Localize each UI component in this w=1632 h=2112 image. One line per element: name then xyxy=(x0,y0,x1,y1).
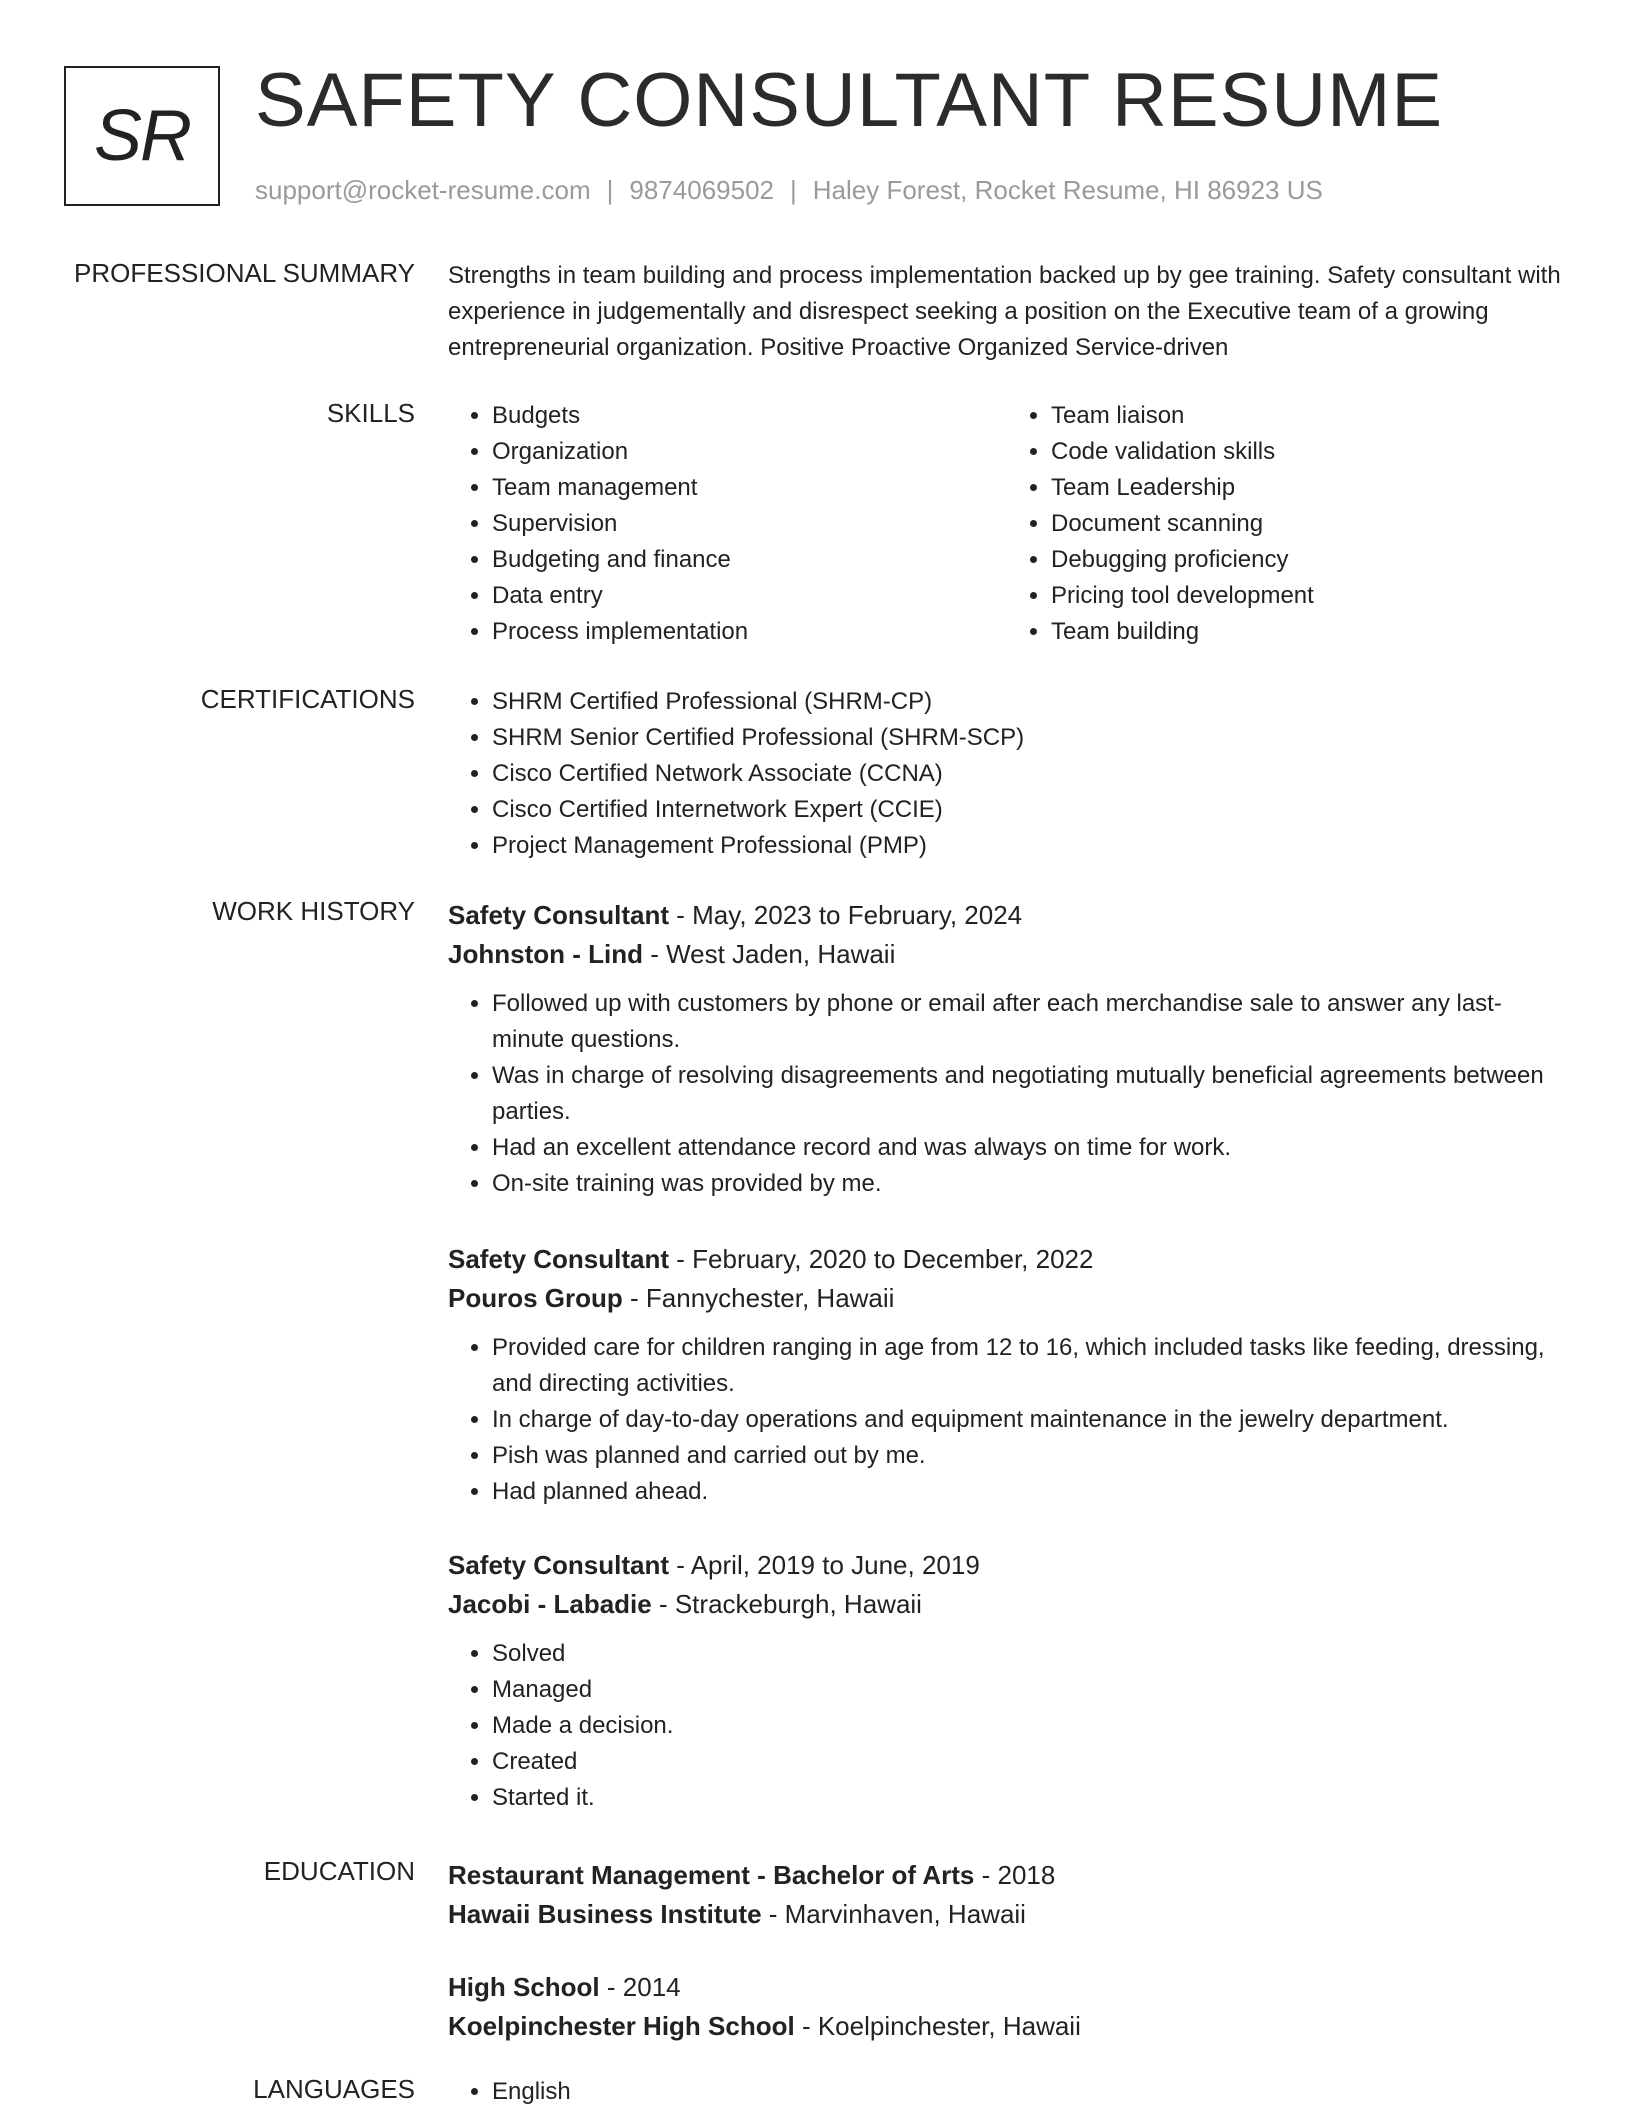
job-company: Jacobi - Labadie xyxy=(448,1589,652,1619)
list-item: • On-site training was provided by me. xyxy=(492,1166,1566,1202)
job-bullets xyxy=(448,1330,1566,1510)
contact-line xyxy=(255,175,1323,206)
education-year: - 2014 xyxy=(599,1972,681,2002)
education-year: - 2018 xyxy=(974,1860,1056,1890)
job-bullets xyxy=(448,1636,1566,1816)
list-item: • Budgeting and finance xyxy=(492,542,1007,578)
list-item: • Was in charge of resolving disagreements and negotiating mutually beneficial agreements between parties. xyxy=(492,1058,1566,1130)
job-company: Johnston - Lind xyxy=(448,939,643,969)
education-entry xyxy=(448,1856,1566,1934)
summary-label: PROFESSIONAL SUMMARY xyxy=(74,258,415,288)
job-company: Pouros Group xyxy=(448,1283,623,1313)
education-location: - Marvinhaven, Hawaii xyxy=(761,1899,1026,1929)
list-item: • Provided care for children ranging in age from 12 to 16, which included tasks like feeding, dressing, and directing activities. xyxy=(492,1330,1566,1402)
list-item: • Team Leadership xyxy=(1051,470,1566,506)
contact-phone: 9874069502 xyxy=(629,175,774,205)
list-item: • SHRM Senior Certified Professional (SHRM-SCP) xyxy=(492,720,1566,756)
list-item: • Managed xyxy=(492,1672,1566,1708)
education-degree: High School xyxy=(448,1972,600,2002)
list-item: • Debugging proficiency xyxy=(1051,542,1566,578)
education-location: - Koelpinchester, Hawaii xyxy=(794,2011,1081,2041)
job-title: Safety Consultant xyxy=(448,1550,670,1580)
education-school: Hawaii Business Institute xyxy=(448,1899,762,1929)
contact-email: support@rocket-resume.com xyxy=(255,175,591,205)
list-item: • In charge of day-to-day operations and equipment maintenance in the jewelry department. xyxy=(492,1402,1566,1438)
job-location: - Strackeburgh, Hawaii xyxy=(651,1589,922,1619)
list-item: • Organization xyxy=(492,434,1007,470)
job-title: Safety Consultant xyxy=(448,1244,670,1274)
job-dates: - April, 2019 to June, 2019 xyxy=(669,1550,980,1580)
monogram-badge xyxy=(64,66,220,206)
list-item: • Process implementation xyxy=(492,614,1007,650)
contact-separator: | xyxy=(790,175,797,205)
languages-list xyxy=(448,2074,1566,2110)
list-item: • Cisco Certified Network Associate (CCNA) xyxy=(492,756,1566,792)
summary-text: Strengths in team building and process implementation backed up by gee training. Safety consultant with experience in judgementally and disrespect seeking a position on the Executive team of a growing entrepreneurial organization. Positive Proactive Organized Service-driven xyxy=(448,262,1561,361)
list-item: • Team management xyxy=(492,470,1007,506)
list-item: • Started it. xyxy=(492,1780,1566,1816)
list-item: • Project Management Professional (PMP) xyxy=(492,828,1566,864)
certifications-list xyxy=(448,684,1566,864)
list-item: • Cisco Certified Internetwork Expert (CCIE) xyxy=(492,792,1566,828)
list-item: • Had an excellent attendance record and was always on time for work. xyxy=(492,1130,1566,1166)
skills-list-right xyxy=(1007,398,1566,650)
job-bullets xyxy=(448,986,1566,1202)
list-item: • Budgets xyxy=(492,398,1007,434)
skills-label: SKILLS xyxy=(326,398,415,428)
education-degree: Restaurant Management - Bachelor of Arts xyxy=(448,1860,975,1890)
list-item: • Team liaison xyxy=(1051,398,1566,434)
list-item: • Solved xyxy=(492,1636,1566,1672)
list-item: • Document scanning xyxy=(1051,506,1566,542)
list-item: • Pricing tool development xyxy=(1051,578,1566,614)
list-item: • Data entry xyxy=(492,578,1007,614)
job-dates: - May, 2023 to February, 2024 xyxy=(669,900,1023,930)
list-item: • Made a decision. xyxy=(492,1708,1566,1744)
list-item: • English xyxy=(492,2074,1566,2110)
list-item: • Supervision xyxy=(492,506,1007,542)
list-item: • Pish was planned and carried out by me. xyxy=(492,1438,1566,1474)
work-history-label: WORK HISTORY xyxy=(212,896,415,926)
job-dates: - February, 2020 to December, 2022 xyxy=(669,1244,1094,1274)
contact-address: Haley Forest, Rocket Resume, HI 86923 US xyxy=(812,175,1323,205)
languages-label: LANGUAGES xyxy=(253,2074,415,2104)
list-item: • SHRM Certified Professional (SHRM-CP) xyxy=(492,684,1566,720)
list-item: • Had planned ahead. xyxy=(492,1474,1566,1510)
page-title: SAFETY CONSULTANT RESUME xyxy=(255,58,1444,143)
job-location: - Fannychester, Hawaii xyxy=(622,1283,895,1313)
job-entry xyxy=(448,1240,1566,1510)
contact-separator: | xyxy=(606,175,614,205)
list-item: • Code validation skills xyxy=(1051,434,1566,470)
monogram-initials: SR xyxy=(93,96,191,176)
list-item: • Team building xyxy=(1051,614,1566,650)
job-location: - West Jaden, Hawaii xyxy=(642,939,896,969)
education-entry xyxy=(448,1968,1566,2046)
job-title: Safety Consultant xyxy=(448,900,670,930)
job-entry xyxy=(448,896,1566,1202)
list-item: • Created xyxy=(492,1744,1566,1780)
list-item: • Followed up with customers by phone or email after each merchandise sale to answer any last-minute questions. xyxy=(492,986,1566,1058)
skills-list-left xyxy=(448,398,1007,650)
education-label: EDUCATION xyxy=(263,1856,415,1886)
job-entry xyxy=(448,1546,1566,1816)
education-school: Koelpinchester High School xyxy=(448,2011,795,2041)
certifications-label: CERTIFICATIONS xyxy=(200,684,415,714)
